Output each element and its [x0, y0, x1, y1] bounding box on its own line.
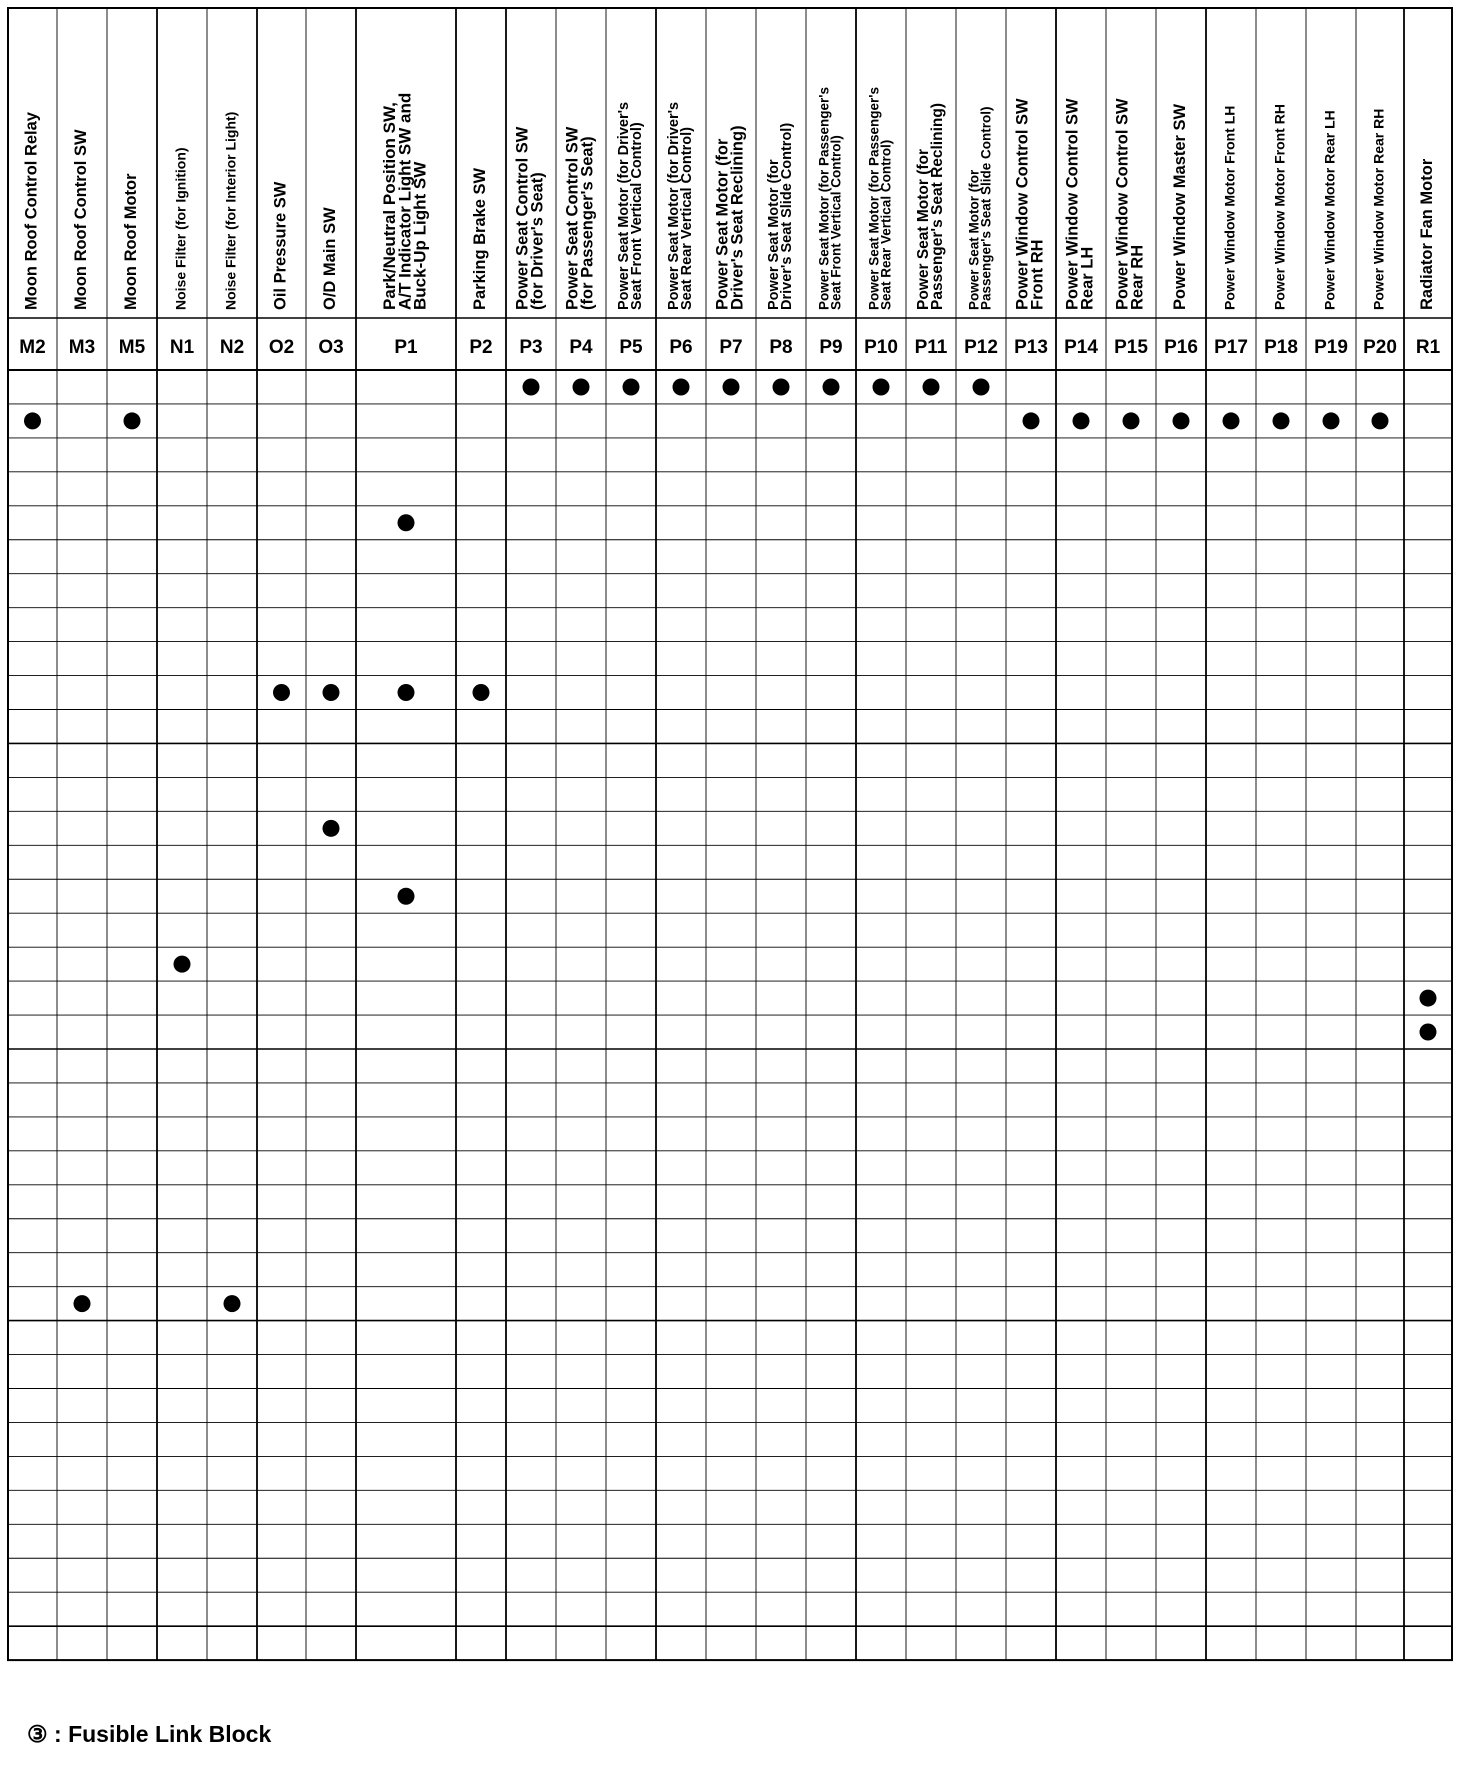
component-name [23, 111, 41, 310]
component-code: P19 [1314, 337, 1348, 358]
component-code: P20 [1363, 337, 1397, 358]
connection-dot [573, 378, 590, 395]
connection-dot [224, 1295, 241, 1312]
connection-dot [773, 378, 790, 395]
connection-dot [273, 684, 290, 701]
component-code: M3 [68, 337, 96, 358]
component-name [1014, 98, 1047, 310]
component-name-line: Power Seat Control SW [513, 126, 532, 310]
component-name [1371, 109, 1387, 310]
component-name [173, 147, 189, 310]
component-name [1418, 158, 1436, 310]
component-code: P7 [719, 337, 743, 358]
component-code: O2 [268, 337, 295, 358]
component-name-line: Park/Neutral Position SW, [379, 102, 399, 310]
component-name-line: Power Seat Motor (for Driver's [666, 101, 683, 310]
component-name-line: Power Window Motor Rear RH [1370, 108, 1387, 310]
connection-dot [523, 378, 540, 395]
component-name [321, 207, 339, 310]
component-name [915, 103, 946, 310]
component-name [1114, 98, 1147, 310]
connection-dot [973, 378, 990, 395]
component-name-line: Seat Front Vertical Control) [629, 122, 646, 310]
component-name-line: Driver's Seat Reclining) [728, 125, 747, 310]
component-name-line: Buck-Up Light SW [410, 161, 430, 310]
component-code: P9 [819, 337, 843, 358]
component-code: P14 [1064, 337, 1098, 358]
component-name-line: Power Window Control SW [1013, 98, 1032, 310]
component-code: P18 [1264, 337, 1298, 358]
component-code: P6 [669, 337, 693, 358]
component-name-line: Power Seat Motor (for [713, 138, 732, 310]
connection-dot [1073, 412, 1090, 429]
component-code: N2 [219, 337, 245, 358]
component-name [966, 106, 993, 310]
component-name [122, 173, 140, 310]
component-code: P5 [619, 337, 643, 358]
component-name-line: Passenger's Seat Reclining) [928, 103, 946, 310]
component-name-line: Power Window Control SW [1113, 98, 1132, 310]
component-code: P10 [864, 337, 898, 358]
fusible-link-label: : Fusible Link Block [54, 1721, 272, 1747]
connection-dot [24, 412, 41, 429]
connection-dot [398, 888, 415, 905]
component-name [1272, 104, 1288, 310]
component-name [272, 181, 290, 310]
connection-dot [1420, 1024, 1437, 1041]
component-code: P12 [964, 337, 998, 358]
component-name-line: Seat Rear Vertical Control) [878, 139, 894, 310]
component-name [1322, 110, 1338, 310]
component-name-line: Power Seat Motor (for Passenger's [866, 86, 882, 310]
component-name-line: Power Window Motor Rear LH [1321, 110, 1338, 310]
component-name [564, 126, 597, 310]
component-name-line: Moon Roof Motor [122, 173, 141, 310]
component-code: P11 [914, 337, 948, 358]
component-code: M2 [19, 337, 46, 358]
component-name-line: Front RH [1028, 239, 1047, 310]
connection-dot [1420, 990, 1437, 1007]
component-code: P4 [569, 337, 593, 358]
component-code: P2 [469, 337, 493, 358]
connection-dot [323, 820, 340, 837]
connection-dot [1023, 412, 1040, 429]
component-name [616, 102, 645, 310]
component-name [223, 112, 239, 310]
connection-dot [673, 378, 690, 395]
component-name-line: Parking Brake SW [471, 167, 490, 310]
component-code: P13 [1014, 337, 1048, 358]
component-code: P3 [519, 337, 543, 358]
component-name-line: Power Window Motor Front RH [1271, 104, 1288, 310]
component-code: P1 [394, 337, 418, 358]
component-name [714, 125, 747, 310]
component-name-line: Passenger's Seat Slide Control) [978, 106, 994, 310]
component-name-line: Power Seat Motor (for Driver's [616, 101, 633, 310]
fusible-link-marker: ③ [27, 1721, 48, 1747]
component-name-line: Power Window Motor Front LH [1221, 105, 1238, 310]
component-name-line: Power Seat Control SW [563, 126, 582, 310]
component-name [1171, 103, 1189, 310]
component-name-line: O/D Main SW [321, 207, 340, 310]
component-name-line: Rear LH [1078, 246, 1097, 310]
component-name [816, 87, 843, 310]
connection-dot [1372, 412, 1389, 429]
connection-dot [1223, 412, 1240, 429]
component-name-line: Noise Filter (for Interior Light) [222, 111, 239, 310]
connection-dot [723, 378, 740, 395]
component-name [866, 87, 893, 310]
component-name-line: Power Seat Motor (for [914, 148, 932, 310]
connection-dot [124, 412, 141, 429]
component-name-line: Power Seat Motor (for Passenger's [816, 86, 832, 310]
component-name-line: Power Window Master SW [1171, 103, 1190, 310]
component-name [72, 129, 90, 310]
connection-dot [473, 684, 490, 701]
component-name-line: Oil Pressure SW [271, 181, 290, 310]
component-code: R1 [1415, 337, 1441, 358]
connection-dot [1173, 412, 1190, 429]
component-name-line: Power Seat Motor (for [766, 159, 783, 310]
connection-dot [873, 378, 890, 395]
component-name [666, 102, 695, 310]
component-name-line: Driver's Seat Slide Control) [779, 122, 796, 310]
component-code: P16 [1164, 337, 1198, 358]
connection-dot [323, 684, 340, 701]
component-name-line: Seat Front Vertical Control) [828, 135, 844, 310]
component-name-line: Seat Rear Vertical Control) [679, 127, 696, 310]
component-name-line: (for Driver's Seat) [528, 172, 547, 310]
connection-dot [1273, 412, 1290, 429]
component-code: M5 [118, 337, 146, 358]
component-code: P17 [1214, 337, 1248, 358]
component-name-line: (for Passenger's Seat) [578, 136, 597, 310]
footnote [27, 1721, 271, 1748]
component-name-line: Power Window Control SW [1063, 98, 1082, 310]
component-name-line: Power Seat Motor (for [966, 169, 982, 310]
component-code: P8 [769, 337, 793, 358]
connection-dot [923, 378, 940, 395]
component-name [766, 123, 795, 310]
connection-dot [1123, 412, 1140, 429]
connection-dot [74, 1295, 91, 1312]
connection-dot [623, 378, 640, 395]
component-name-line: Moon Roof Control SW [72, 129, 91, 310]
component-name-line: A/T Indicator Light SW and [395, 92, 415, 310]
connection-dot [398, 684, 415, 701]
component-name [471, 167, 489, 310]
component-name [514, 126, 547, 310]
component-name-line: Rear RH [1128, 244, 1147, 310]
component-name [380, 93, 430, 310]
component-code: O3 [318, 337, 344, 358]
component-name-line: Moon Roof Control Relay [22, 112, 41, 310]
component-name-line: Radiator Fan Motor [1418, 158, 1437, 310]
component-code: P15 [1114, 337, 1148, 358]
component-name [1222, 106, 1238, 310]
connection-dot [1323, 412, 1340, 429]
connection-dot [398, 514, 415, 531]
component-name [1064, 98, 1097, 310]
connection-dot [823, 378, 840, 395]
component-name-line: Noise Filter (for Ignition) [172, 147, 189, 310]
connection-dot [174, 956, 191, 973]
component-code: N1 [169, 337, 195, 358]
